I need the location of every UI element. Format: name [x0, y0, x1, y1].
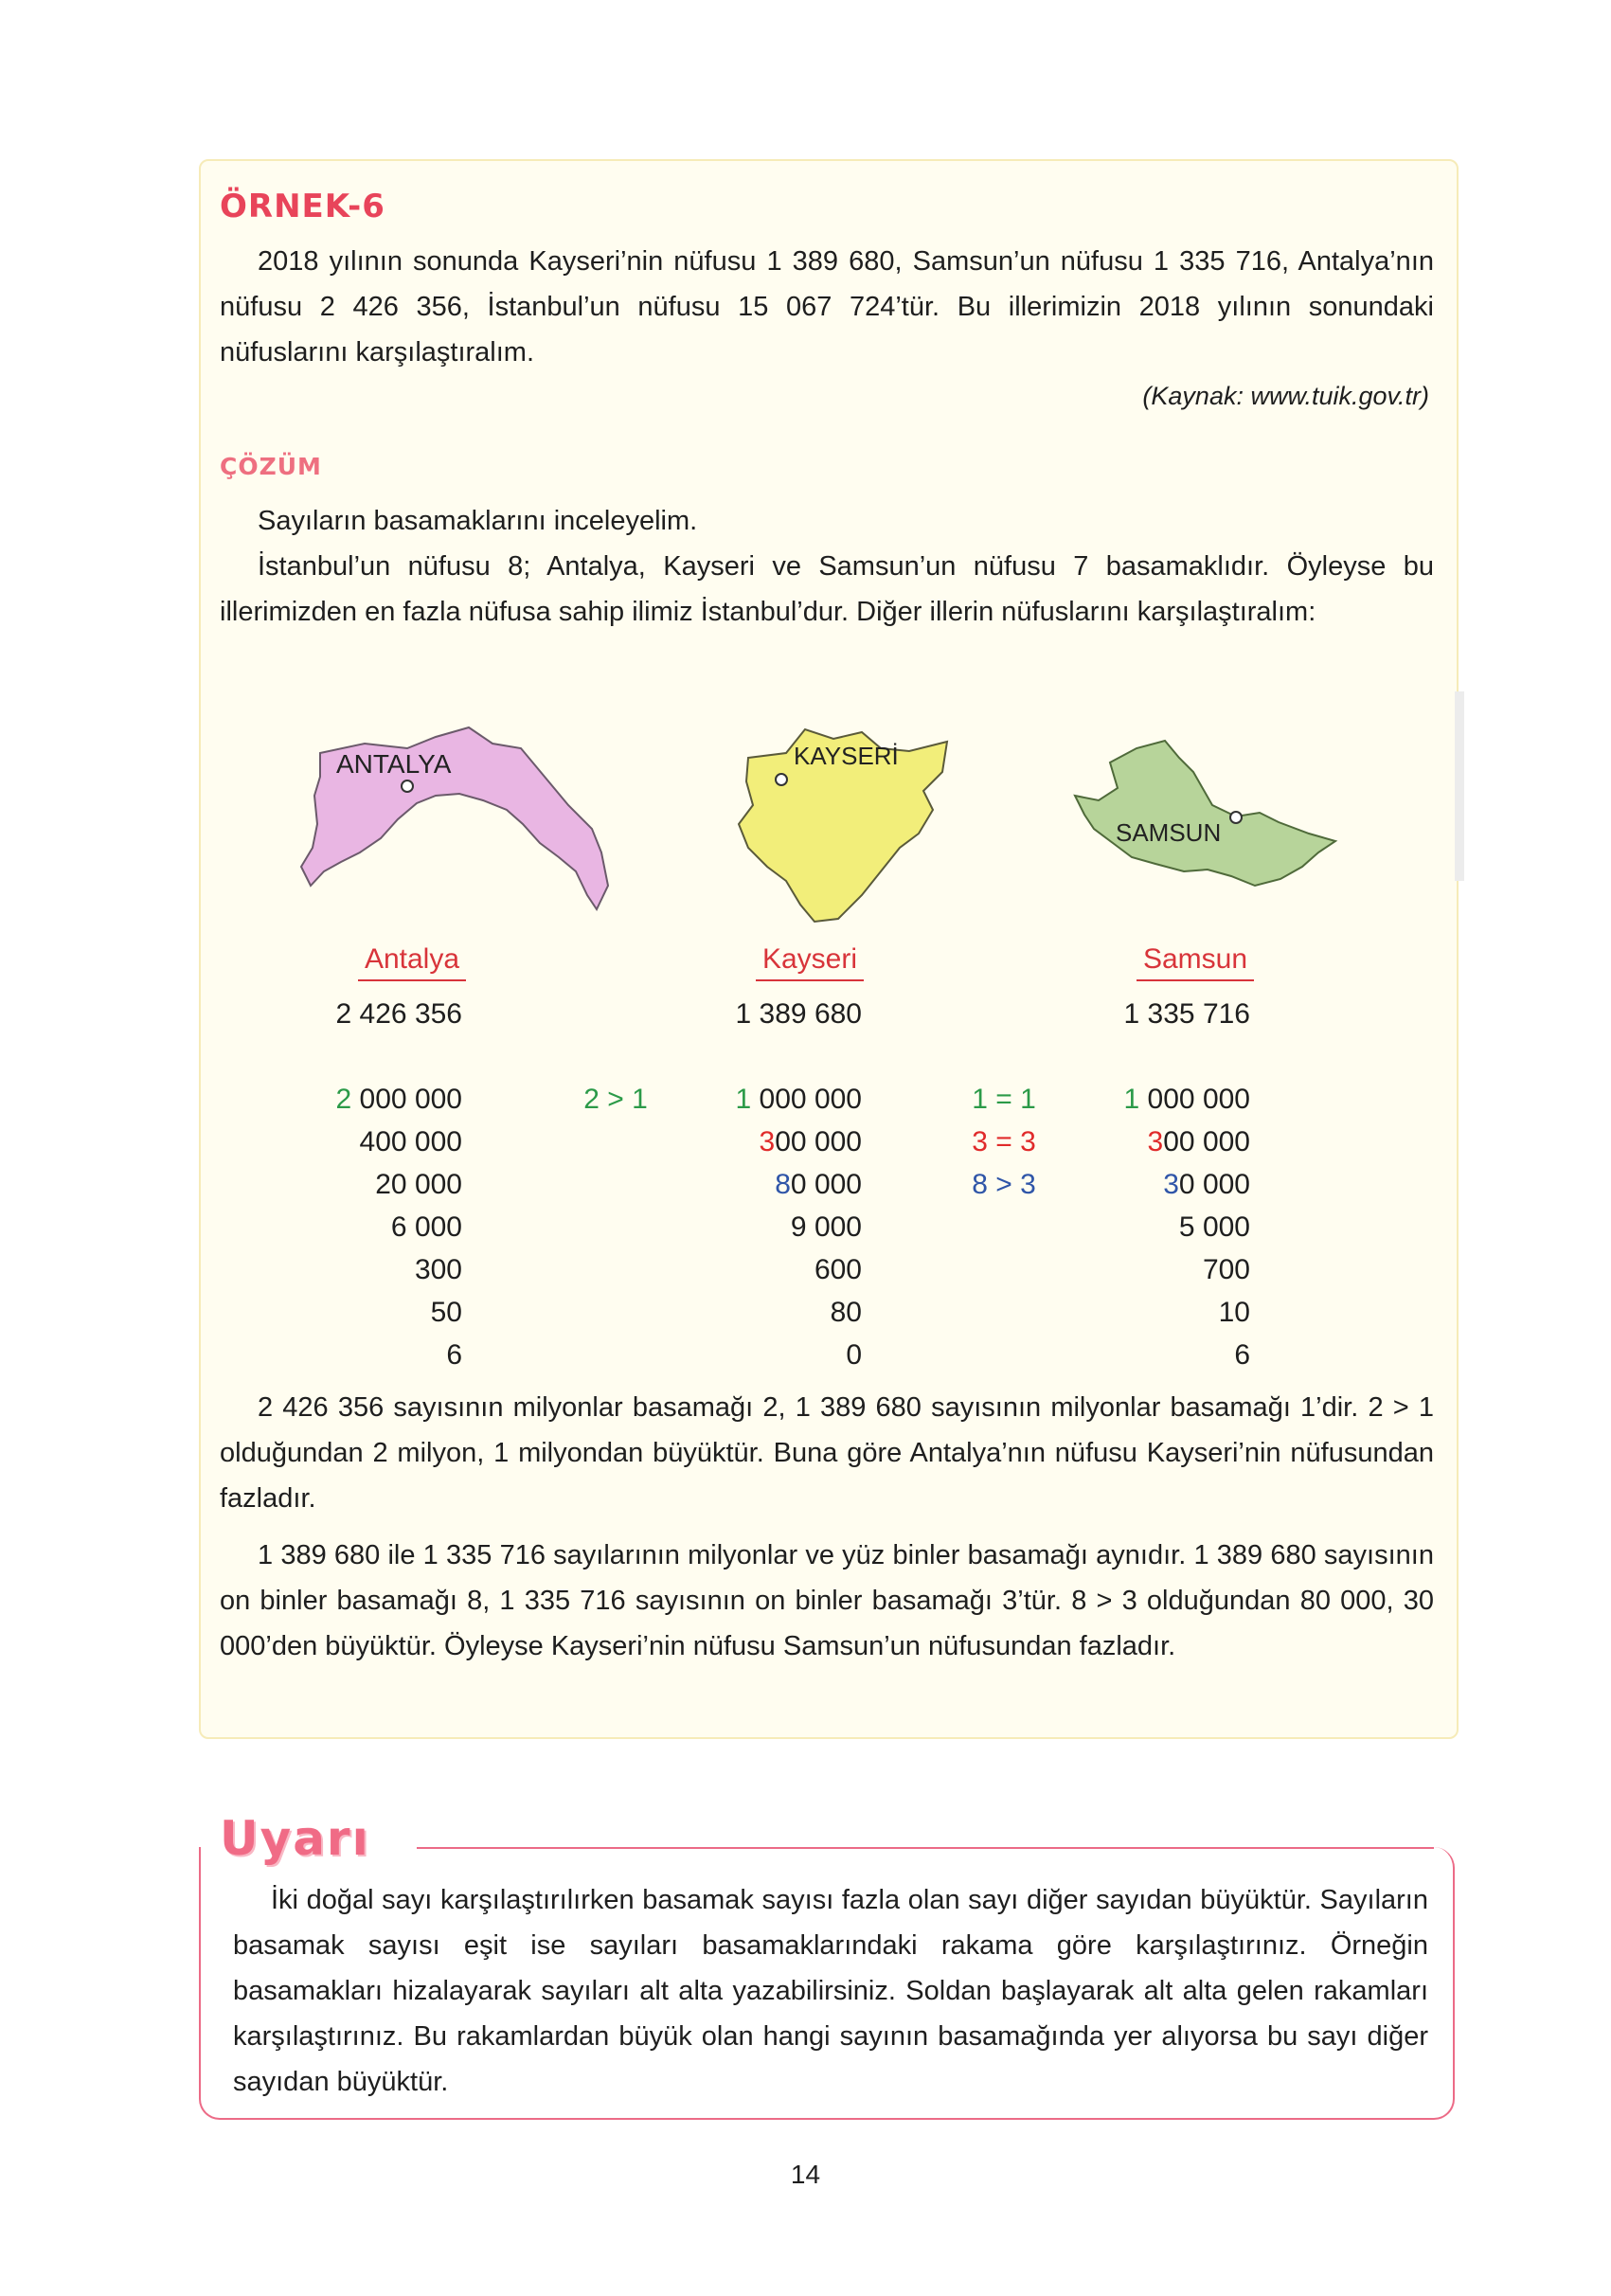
antalya-map	[275, 720, 625, 919]
antalya-part-value: 000 000	[351, 1084, 462, 1115]
samsun-part-value: 000 000	[1139, 1084, 1250, 1115]
samsun-part-lead-digit: 3	[1147, 1126, 1164, 1157]
comparison-hundred-thousands-ks: 3 = 3	[972, 1126, 1036, 1157]
page-number: 14	[790, 2160, 821, 2189]
solution-intro-1: Sayıların basamaklarını inceleyelim.	[258, 506, 698, 536]
antalya-header: Antalya	[358, 943, 466, 981]
kayseri-part-value: 9 000	[790, 1211, 862, 1243]
antalya-total: 2 426 356	[335, 998, 462, 1030]
samsun-part-row	[1070, 1128, 1250, 1157]
samsun-city-marker	[1230, 812, 1242, 823]
samsun-part-value: 700	[1202, 1254, 1250, 1285]
antalya-part-row	[284, 1256, 462, 1284]
comparison-ten-thousands-ks: 8 > 3	[972, 1169, 1036, 1200]
antalya-city-marker	[402, 780, 413, 792]
samsun-part-row	[1070, 1171, 1250, 1199]
samsun-map-label: SAMSUN	[1116, 818, 1222, 847]
kayseri-part-value: 80	[830, 1297, 862, 1328]
antalya-part-row	[284, 1171, 462, 1199]
kayseri-part-row	[682, 1299, 862, 1327]
example-title: ÖRNEK-6	[220, 188, 385, 225]
samsun-part-row	[1070, 1085, 1250, 1114]
antalya-map-label: ANTALYA	[336, 749, 452, 779]
antalya-part-row	[284, 1213, 462, 1242]
kayseri-part-lead-digit: 3	[759, 1126, 776, 1157]
kayseri-part-row	[682, 1171, 862, 1199]
kayseri-part-value: 00 000	[775, 1126, 862, 1157]
antalya-part-value: 300	[414, 1254, 462, 1285]
comparison-millions-ak: 2 > 1	[583, 1084, 648, 1115]
conclusion-2: 1 389 680 ile 1 335 716 sayılarının milyonlar ve yüz binler basamağı aynıdır. 1 389 680 sayısının on binler basamağı 8, 1 335 716 sayısının on binler basamağı 3’tür. 8 > 3 olduğundan 80 000, 30 000’den büyüktür. Öyleyse Kayseri’nin nüfusu Samsun’un nüfusundan fazladır.	[220, 1540, 1434, 1661]
antalya-part-value: 6	[446, 1339, 462, 1371]
samsun-part-row	[1070, 1256, 1250, 1284]
example-text: 2018 yılının sonunda Kayseri’nin nüfusu 1 389 680, Samsun’un nüfusu 1 335 716, Antalya’nın nüfusu 2 426 356, İstanbul’un nüfusu 15 067 724’tür. Bu illerimizin 2018 yılının sonundaki nüfuslarını karşılaştıralım.	[220, 246, 1434, 368]
kayseri-city-marker	[776, 774, 787, 785]
samsun-part-lead-digit: 1	[1123, 1084, 1140, 1115]
samsun-part-row	[1070, 1299, 1250, 1327]
samsun-shape	[1075, 741, 1335, 886]
samsun-part-value: 6	[1234, 1339, 1250, 1371]
warning-text: İki doğal sayı karşılaştırılırken basamak sayısı fazla olan sayı diğer sayıdan büyüktür. Sayıların basamak sayısı eşit ise sayıları basamaklarındaki rakama göre karşılaştırınız. Örneğin basamakları hizalayarak sayıları alt alta yazabilirsiniz. Soldan başlayarak alt alta gelen rakamları karşılaştırınız. Bu rakamlardan büyük olan hangi sayının basamağında yer alıyorsa bu sayı diğer sayıdan büyüktür.	[233, 1885, 1428, 2097]
kayseri-header: Kayseri	[756, 943, 864, 981]
samsun-part-value: 5 000	[1178, 1211, 1250, 1243]
kayseri-part-lead-digit: 8	[775, 1169, 791, 1200]
kayseri-total: 1 389 680	[735, 998, 862, 1030]
kayseri-part-value: 000 000	[751, 1084, 862, 1115]
kayseri-part-value: 600	[814, 1254, 862, 1285]
kayseri-map-label: KAYSERİ	[794, 742, 899, 770]
kayseri-part-value: 0 000	[790, 1169, 862, 1200]
kayseri-map	[729, 706, 966, 938]
kayseri-part-row	[682, 1128, 862, 1157]
samsun-part-lead-digit: 3	[1163, 1169, 1179, 1200]
antalya-part-lead-digit: 2	[335, 1084, 352, 1115]
kayseri-part-lead-digit: 1	[735, 1084, 752, 1115]
antalya-part-row	[284, 1128, 462, 1157]
samsun-part-value: 00 000	[1163, 1126, 1250, 1157]
antalya-part-row	[284, 1299, 462, 1327]
antalya-part-value: 6 000	[390, 1211, 462, 1243]
kayseri-part-row	[682, 1085, 862, 1114]
antalya-part-value: 50	[430, 1297, 462, 1328]
samsun-part-value: 0 000	[1178, 1169, 1250, 1200]
kayseri-part-row	[682, 1256, 862, 1284]
source-note: (Kaynak: www.tuik.gov.tr)	[1142, 382, 1429, 410]
kayseri-part-row	[682, 1341, 862, 1370]
samsun-map	[1061, 729, 1345, 895]
warning-title: Uyarı	[220, 1811, 370, 1866]
antalya-part-value: 20 000	[375, 1169, 462, 1200]
samsun-header: Samsun	[1137, 943, 1254, 981]
samsun-part-row	[1070, 1341, 1250, 1370]
kayseri-part-row	[682, 1213, 862, 1242]
kayseri-part-value: 0	[846, 1339, 862, 1371]
warning-rule	[417, 1847, 1434, 1849]
samsun-part-row	[1070, 1213, 1250, 1242]
solution-intro-2: İstanbul’un nüfusu 8; Antalya, Kayseri ve Samsun’un nüfusu 7 basamaklıdır. Öyleyse bu illerimizden en fazla nüfusa sahip ilimiz İstanbul’dur. Diğer illerin nüfuslarını karşılaştıralım:	[220, 551, 1434, 627]
solution-title: ÇÖZÜM	[220, 453, 322, 480]
samsun-total: 1 335 716	[1123, 998, 1250, 1030]
antalya-part-row	[284, 1085, 462, 1114]
samsun-part-value: 10	[1218, 1297, 1250, 1328]
antalya-part-row	[284, 1341, 462, 1370]
antalya-part-value: 400 000	[359, 1126, 462, 1157]
comparison-millions-ks: 1 = 1	[972, 1084, 1036, 1115]
conclusion-1: 2 426 356 sayısının milyonlar basamağı 2, 1 389 680 sayısının milyonlar basamağı 1’dir. 2 > 1 olduğundan 2 milyon, 1 milyondan büyüktür. Buna göre Antalya’nın nüfusu Kayseri’nin nüfusundan fazladır.	[220, 1392, 1434, 1514]
